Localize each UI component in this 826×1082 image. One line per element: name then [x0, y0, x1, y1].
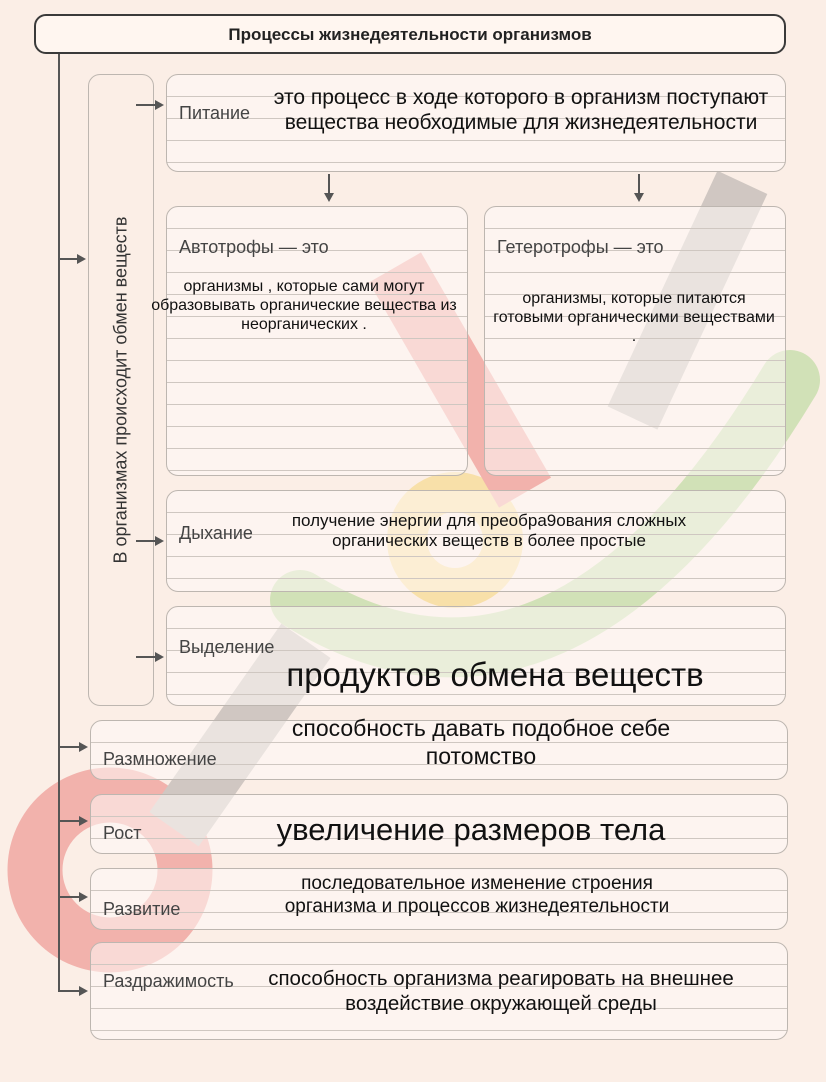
autotrophs-answer: организмы , которые сами могут образовывать органические вещества из неорганических .: [151, 278, 457, 334]
page-title: Процессы жизнедеятельности организмов: [228, 25, 592, 44]
nutrition-answer: это процесс в ходе которого в организм поступают вещества необходимые для жизнедеятельности: [273, 86, 769, 135]
irritability-label: Раздражимость: [103, 971, 234, 991]
side-label: В организмах происходит обмен веществ: [110, 216, 131, 564]
arrow-to-reproduction: [58, 746, 86, 748]
arrow-to-respiration: [136, 540, 162, 542]
respiration-panel: [166, 490, 786, 592]
title-box: [34, 14, 786, 54]
excretion-panel: [166, 606, 786, 706]
excretion-label: Выделение: [179, 637, 275, 657]
respiration-answer: получение энергии для преобра9ования сложных органических веществ в более простые: [291, 511, 687, 551]
arrow-to-metabolism: [58, 258, 84, 260]
respiration-label: Дыхание: [179, 523, 253, 543]
irritability-panel: [90, 942, 788, 1040]
autotrophs-label: Автотрофы — это: [179, 237, 329, 257]
nutrition-panel: [166, 74, 786, 172]
arrow-to-growth: [58, 820, 86, 822]
growth-answer: увеличение размеров тела: [276, 812, 666, 847]
arrow-to-irritability: [58, 990, 86, 992]
arrow-to-nutrition: [136, 104, 162, 106]
arrow-to-heterotrophs: [638, 174, 640, 200]
metabolism-side-box: [88, 74, 154, 706]
development-panel: [90, 868, 788, 930]
reproduction-label: Размножение: [103, 749, 217, 769]
main-connector-line: [58, 54, 60, 992]
arrow-to-development: [58, 896, 86, 898]
reproduction-answer: способность давать подобное себе потомство: [291, 715, 671, 769]
growth-panel: [90, 794, 788, 854]
heterotrophs-answer: организмы, которые питаются готовыми органическими веществами .: [493, 290, 775, 346]
heterotrophs-panel: [484, 206, 786, 476]
excretion-answer: продуктов обмена веществ: [286, 656, 704, 693]
development-label: Развитие: [103, 899, 181, 919]
reproduction-panel: [90, 715, 788, 780]
growth-label: Рост: [103, 823, 142, 843]
irritability-answer: способность организма реагировать на внешнее воздействие окружающей среды: [268, 967, 734, 1015]
arrow-to-autotrophs: [328, 174, 330, 200]
heterotrophs-label: Гетеротрофы — это: [497, 237, 664, 257]
autotrophs-panel: [151, 206, 468, 476]
nutrition-label: Питание: [179, 103, 251, 123]
arrow-to-excretion: [136, 656, 162, 658]
development-answer: последовательное изменение строения организма и процессов жизнедеятельности: [284, 873, 670, 917]
